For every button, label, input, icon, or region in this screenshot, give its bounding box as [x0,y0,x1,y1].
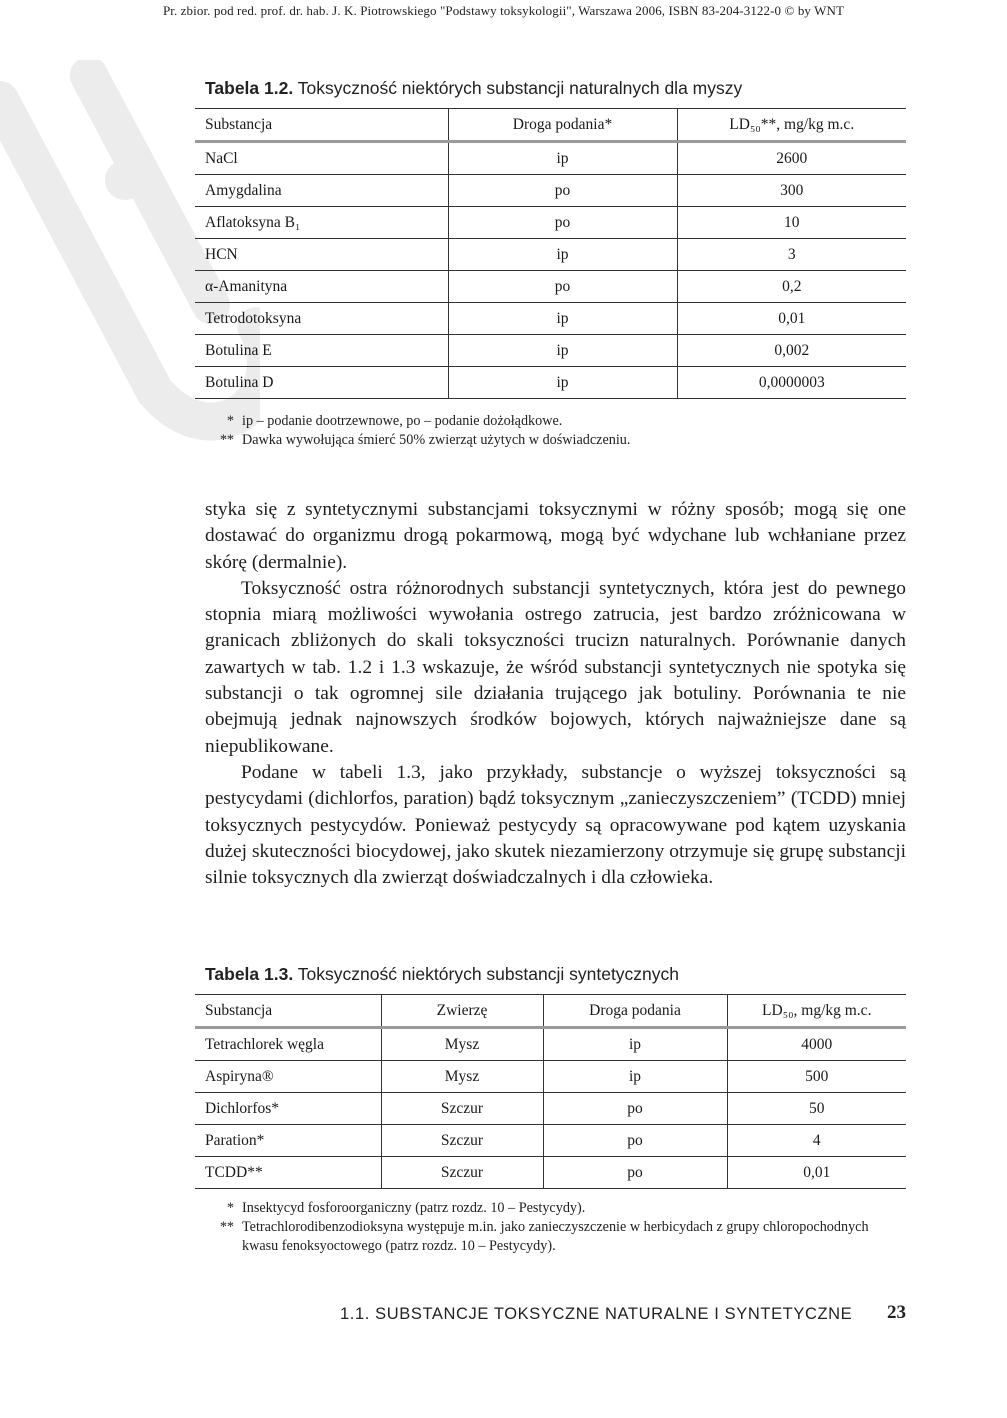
table-row [195,1061,906,1093]
table-cell: ip [448,335,677,367]
table-row [195,1157,906,1189]
footnote-text: Dawka wywołująca śmierć 50% zwierząt użytych w doświadczeniu. [242,432,631,448]
table-row [195,239,906,271]
table-cell: 2600 [677,142,906,175]
table-cell: po [543,1125,727,1157]
table-cell: 0,01 [727,1157,906,1189]
col-header: Substancja [195,109,448,142]
col-header: Droga podania [543,995,727,1028]
table-header-row [195,995,906,1028]
table-cell: Szczur [381,1125,543,1157]
footer-section-title: 1.1. SUBSTANCJE TOKSYCZNE NATURALNE I SYNTETYCZNE [340,1305,853,1323]
footnote-marker: ** [219,432,234,448]
footnote-marker: * [226,413,234,429]
table-cell: po [448,207,677,239]
table-cell: α-Amanityna [195,271,448,303]
footnote [216,1199,906,1218]
table-cell: NaCl [195,142,448,175]
table-cell: po [543,1093,727,1125]
running-header: Pr. zbior. pod red. prof. dr. hab. J. K. Piotrowskiego "Podstawy toksykologii", Warszawa 2006, ISBN 83-204-3122-0 © by WNT [162,3,845,18]
col-header: LD₅₀**, mg/kg m.c. [677,109,906,142]
footnote-marker: ** [219,1219,234,1235]
table-cell: Tetrodotoksyna [195,303,448,335]
table-cell: po [448,271,677,303]
footnote [216,431,906,450]
table-cell: Tetrachlorek węgla [195,1028,381,1061]
table-1-2-caption [205,78,742,99]
table-cell: ip [448,367,677,399]
paragraph: Podane w tabeli 1.3, jako przykłady, substancje o wyższej toksyczności są pestycydami (dichlorfos, paration) bądź toksycznym „zanieczyszczeniem” (TCDD) mniej toksycznych pestycydów. Ponieważ pestycydy są opracowywane pod kątem uzyskania dużej skuteczności biocydowej, jako skutek niezamierzony otrzymuje się grupę substancji silnie toksycznych dla zwierząt doświadczalnych i dla człowieka. [205,761,906,889]
table-1-3 [195,994,906,1189]
table-row [195,303,906,335]
table-cell: ip [448,142,677,175]
table-cell: 4 [727,1125,906,1157]
table-cell: 0,2 [677,271,906,303]
body-text [205,497,906,891]
footnote-marker: * [226,1200,234,1216]
table-1-3-caption [205,964,679,985]
paragraph: Toksyczność ostra różnorodnych substancji syntetycznych, która jest do pewnego stopnia miarą możliwości wywołania ostrego zatrucia, jest bardzo zróżnicowana w granicach zbliżonych do skali toksyczności trucizn naturalnych. Porównanie danych zawartych w tab. 1.2 i 1.3 wskazuje, że wśród substancji syntetycznych nie spotyka się substancji o tak ogromnej sile działania trującego jak botuliny. Porównania te nie obejmują jednak najnowszych środków bojowych, których najważniejsze dane są niepublikowane. [205,577,906,757]
table-row [195,367,906,399]
footnote-text: Tetrachlorodibenzodioksyna występuje m.in. jako zanieczyszczenie w herbicydach z grupy chloropochodnych kwasu fenoksyoctowego (patrz rozdz. 10 – Pestycydy). [242,1219,869,1254]
table-cell: ip [543,1028,727,1061]
table-cell: Mysz [381,1028,543,1061]
table-cell: po [448,175,677,207]
table-cell: Szczur [381,1093,543,1125]
page-footer [340,1302,906,1324]
table-cell: 3 [677,239,906,271]
col-header: Droga podania* [448,109,677,142]
table-row [195,271,906,303]
table-row [195,1125,906,1157]
col-header: Substancja [195,995,381,1028]
col-header: LD₅₀, mg/kg m.c. [727,995,906,1028]
table-cell: 0,002 [677,335,906,367]
footnote [216,1218,906,1256]
table-cell: 0,0000003 [677,367,906,399]
table-cell: HCN [195,239,448,271]
table-cell: 300 [677,175,906,207]
table-cell: TCDD** [195,1157,381,1189]
table-row [195,175,906,207]
table-cell: Botulina D [195,367,448,399]
table-cell: Szczur [381,1157,543,1189]
table-row [195,1093,906,1125]
table-cell: 500 [727,1061,906,1093]
table-cell: 0,01 [677,303,906,335]
table-row [195,207,906,239]
footnote [216,412,906,431]
table-cell: 4000 [727,1028,906,1061]
footnote-text: Insektycyd fosforoorganiczny (patrz rozdz. 10 – Pestycydy). [242,1200,586,1216]
table-cell: Paration* [195,1125,381,1157]
table-1-2 [195,108,906,399]
table-cell: 10 [677,207,906,239]
table-cell: Dichlorfos* [195,1093,381,1125]
paragraph: styka się z syntetycznymi substancjami toksycznymi w różny sposób; mogą się one dostawać do organizmu drogą pokarmową, mogą być wdychane lub wchłaniane przez skórę (dermalnie). [205,499,906,573]
table-1-3-number: Tabela 1.3. [205,964,294,984]
table-row [195,335,906,367]
table-cell: ip [448,303,677,335]
table-cell: ip [448,239,677,271]
table-cell: Amygdalina [195,175,448,207]
table-cell: Mysz [381,1061,543,1093]
table-cell: Aflatoksyna B₁ [195,207,448,239]
table-cell: Aspiryna® [195,1061,381,1093]
table-row [195,1028,906,1061]
table-1-2-footnotes [216,412,906,450]
table-1-2-title: Toksyczność niektórych substancji naturalnych dla myszy [297,78,743,98]
table-cell: ip [543,1061,727,1093]
table-row [195,142,906,175]
table-1-3-title: Toksyczność niektórych substancji syntetycznych [297,964,680,984]
table-header-row [195,109,906,142]
table-cell: 50 [727,1093,906,1125]
footnote-text: ip – podanie dootrzewnowe, po – podanie dożołądkowe. [242,413,563,429]
page-number: 23 [887,1302,906,1323]
table-1-3-footnotes [216,1199,906,1256]
col-header: Zwierzę [381,995,543,1028]
table-1-2-number: Tabela 1.2. [205,78,294,98]
table-cell: Botulina E [195,335,448,367]
table-cell: po [543,1157,727,1189]
